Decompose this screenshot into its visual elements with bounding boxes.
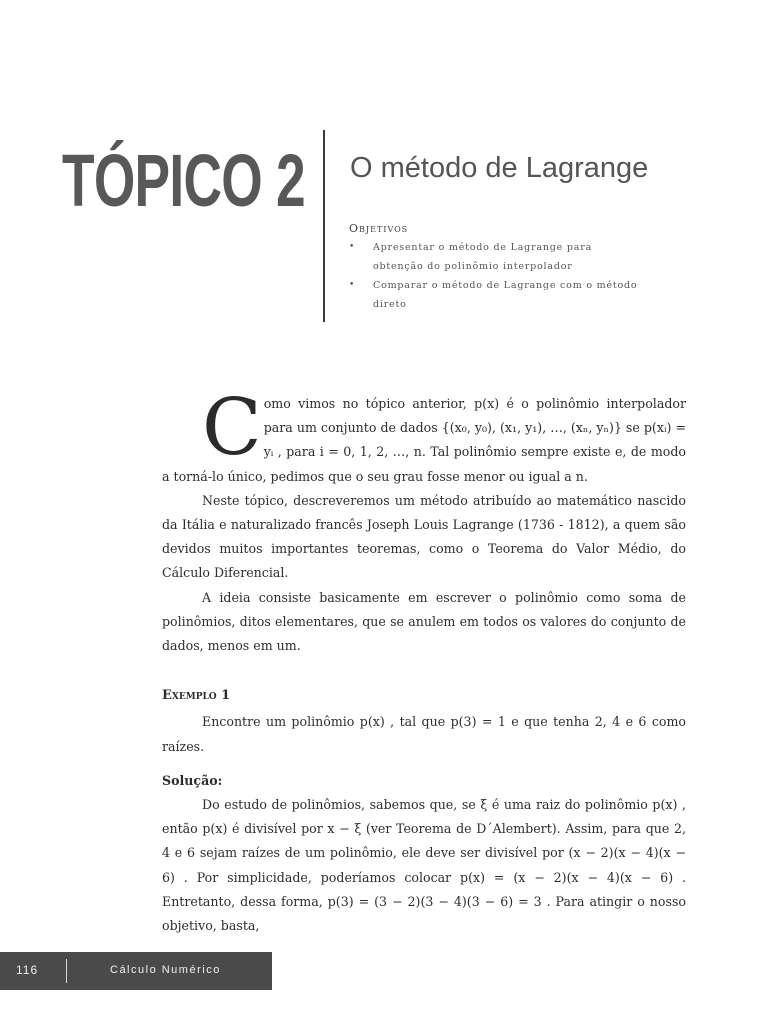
topic-label: TÓPICO 2 [62, 139, 305, 222]
objectives-heading: Objetivos [349, 222, 409, 235]
book-title: Cálculo Numérico [110, 964, 221, 976]
body-text [162, 383, 686, 938]
paragraph-3: A ideia consiste basicamente em escrever o polinômio como soma de polinômios, ditos elementares, que se anulem em todos os valores do conjunto de dados, menos em um. [162, 589, 686, 654]
objective-item: • Comparar o método de Lagrange com o método direto [349, 276, 639, 314]
page-number: 116 [16, 963, 39, 977]
solution-text: Do estudo de polinômios, sabemos que, se ξ é uma raiz do polinômio p(x) , então p(x) é divisível por x − ξ (ver Teorema de D´Alembert). Assim, para que 2, 4 e 6 sejam raízes de um polinômio, ele deve ser divisível por (x − 2)(x − 4)(x − 6) . Por simplicidade, poderíamos colocar p(x) = (x − 2)(x − 4)(x − 6) . Entretanto, dessa forma, p(3) = (3 − 2)(3 − 4)(3 − 6) = 3 . Para atingir o nosso objetivo, basta, [162, 797, 686, 934]
solution-heading: Solução: [162, 772, 223, 788]
objective-item: • Apresentar o método de Lagrange para obtenção do polinômio interpolador [349, 238, 639, 276]
header-divider [323, 130, 325, 322]
footer-divider [66, 959, 67, 983]
drop-cap: C [202, 383, 262, 473]
intro-paragraph [162, 383, 686, 489]
footer-bar [0, 952, 272, 990]
example-statement: Encontre um polinômio p(x) , tal que p(3) = 1 e que tenha 2, 4 e 6 como raízes. [162, 714, 686, 754]
paragraph-1-text: omo vimos no tópico anterior, p(x) é o polinômio interpolador para um conjunto de dados {(x₀, y₀), (x₁, y₁), …, (xₙ, yₙ)} se p(xᵢ) = yᵢ , para i = 0, 1, 2, …, n. Tal polinômio sempre existe e, de modo a torná-lo único, pedimos que o seu grau fosse menor ou igual a n. [162, 396, 686, 484]
example-heading: Exemplo 1 [162, 688, 231, 704]
topic-title: O método de Lagrange [350, 152, 649, 184]
objectives-list [349, 238, 639, 314]
paragraph-2: Neste tópico, descreveremos um método atribuído ao matemático nascido da Itália e naturalizado francês Joseph Louis Lagrange (1736 - 1812), a quem são devidos muitos importantes teoremas, como o Teorema do Valor Médio, do Cálculo Diferencial. [162, 492, 686, 581]
